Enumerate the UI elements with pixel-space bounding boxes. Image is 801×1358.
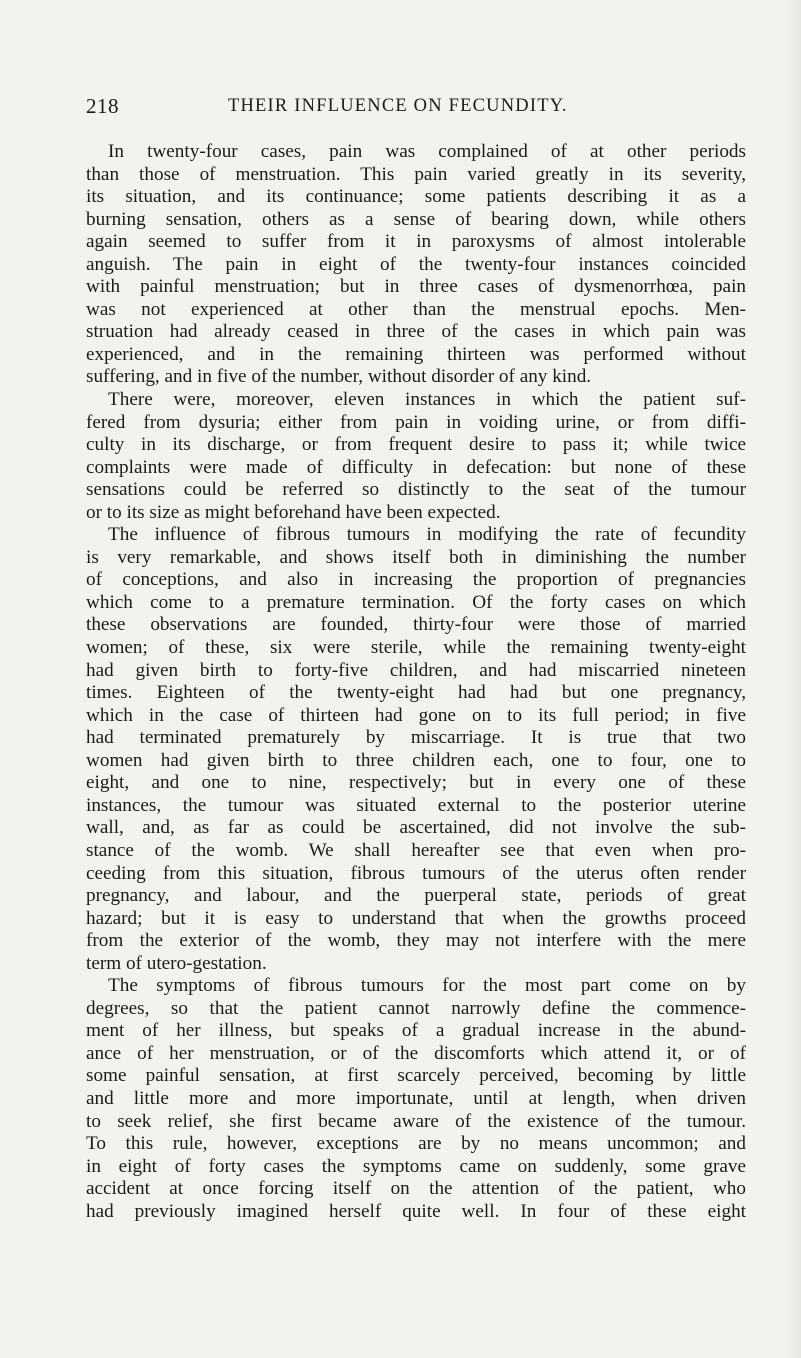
page-edge-shadow	[787, 0, 801, 1358]
text-line: had previously imagined herself quite well. In four of these eight	[86, 1200, 746, 1222]
text-line: is very remarkable, and shows itself both in diminishing the number	[86, 546, 746, 568]
text-line: from the exterior of the womb, they may not interfere with the mere	[86, 930, 746, 952]
text-line: ment of her illness, but speaks of a gradual increase in the abund-	[86, 1020, 746, 1042]
text-line: degrees, so that the patient cannot narrowly define the commence-	[86, 997, 746, 1019]
text-line: ance of her menstruation, or of the discomforts which attend it, or of	[86, 1042, 746, 1064]
text-line: these observations are founded, thirty-four were those of married	[86, 614, 746, 636]
text-line: eight, and one to nine, respectively; but in every one of these	[86, 772, 746, 794]
text-line: with painful menstruation; but in three cases of dysmenorrhœa, pain	[86, 276, 746, 298]
text-line: times. Eighteen of the twenty-eight had had but one pregnancy,	[86, 682, 746, 704]
text-line: term of utero-gestation.	[86, 952, 267, 974]
text-line: women; of these, six were sterile, while the remaining twenty-eight	[86, 637, 746, 659]
text-line: The symptoms of fibrous tumours for the most part come on by	[108, 975, 746, 997]
text-line: culty in its discharge, or from frequent desire to pass it; while twice	[86, 434, 746, 456]
text-line: had terminated prematurely by miscarriage. It is true that two	[86, 727, 746, 749]
text-line: fered from dysuria; either from pain in voiding urine, or from diffi-	[86, 411, 746, 433]
text-line: wall, and, as far as could be ascertained, did not involve the sub-	[86, 817, 746, 839]
page-number: 218	[86, 94, 119, 118]
text-line: women had given birth to three children each, one to four, one to	[86, 749, 746, 771]
text-line: pregnancy, and labour, and the puerperal state, periods of great	[86, 885, 746, 907]
text-line: which come to a premature termination. Of the forty cases on which	[86, 591, 746, 613]
text-line: its situation, and its continuance; some patients describing it as a	[86, 186, 746, 208]
text-line: burning sensation, others as a sense of bearing down, while others	[86, 208, 746, 230]
running-head-title: THEIR INFLUENCE ON FECUNDITY.	[228, 96, 568, 116]
body-text	[86, 141, 746, 1223]
text-line: which in the case of thirteen had gone on to its full period; in five	[86, 704, 746, 726]
text-line: In twenty-four cases, pain was complained of at other periods	[108, 141, 746, 162]
text-line: complaints were made of difficulty in defecation: but none of these	[86, 456, 746, 478]
running-head	[86, 93, 746, 119]
text-line: in eight of forty cases the symptoms came on suddenly, some grave	[86, 1155, 746, 1177]
text-line: sensations could be referred so distinctly to the seat of the tumour	[86, 479, 746, 501]
text-line: accident at once forcing itself on the attention of the patient, who	[86, 1178, 746, 1200]
text-line: ceeding from this situation, fibrous tumours of the uterus often render	[86, 862, 746, 884]
text-line: hazard; but it is easy to understand that when the growths proceed	[86, 907, 746, 929]
text-line: some painful sensation, at first scarcely perceived, becoming by little	[86, 1065, 746, 1087]
text-line: stance of the womb. We shall hereafter see that even when pro-	[86, 839, 746, 861]
text-line: anguish. The pain in eight of the twenty-four instances coincided	[86, 253, 746, 275]
text-line: was not experienced at other than the menstrual epochs. Men-	[86, 298, 746, 320]
text-line: and little more and more importunate, until at length, when driven	[86, 1087, 746, 1109]
text-line: again seemed to suffer from it in paroxysms of almost intolerable	[86, 231, 746, 253]
text-line: struation had already ceased in three of the cases in which pain was	[86, 321, 746, 343]
text-line: had given birth to forty-five children, and had miscarried nineteen	[86, 659, 746, 681]
text-line: There were, moreover, eleven instances in which the patient suf-	[108, 389, 746, 411]
text-line: of conceptions, and also in increasing the proportion of pregnancies	[86, 569, 746, 591]
text-line: or to its size as might beforehand have been expected.	[86, 501, 501, 523]
text-line: experienced, and in the remaining thirteen was performed without	[86, 343, 746, 365]
text-line: to seek relief, she first became aware of the existence of the tumour.	[86, 1110, 746, 1132]
text-line: To this rule, however, exceptions are by no means uncommon; and	[86, 1133, 746, 1155]
text-line: suffering, and in five of the number, without disorder of any kind.	[86, 366, 592, 388]
text-line: The influence of fibrous tumours in modifying the rate of fecundity	[108, 524, 746, 546]
text-line: than those of menstruation. This pain varied greatly in its severity,	[86, 163, 746, 185]
text-line: instances, the tumour was situated external to the posterior uterine	[86, 794, 746, 816]
